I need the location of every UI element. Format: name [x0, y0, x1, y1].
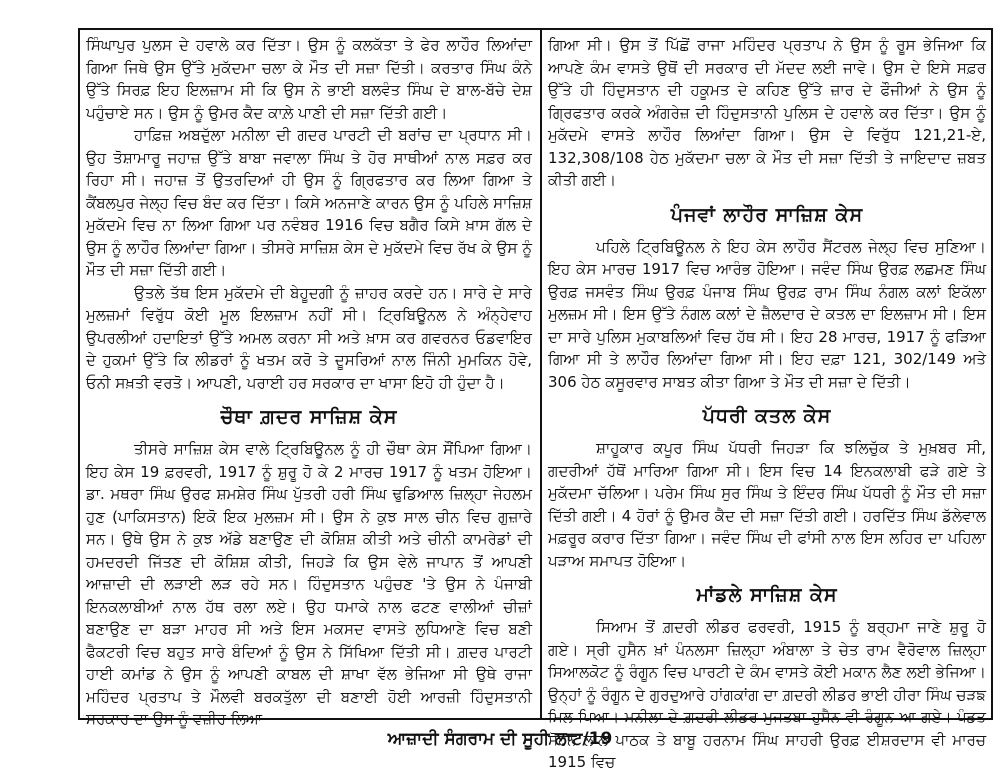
section-heading-fourth-case: ਚੌਥਾ ਗ਼ਦਰ ਸਾਜ਼ਿਸ਼ ਕੇਸ: [220, 406, 398, 428]
right-column: [548, 34, 986, 771]
paragraph: ਸ਼ਾਹੂਕਾਰ ਕਪੂਰ ਸਿੰਘ ਪੱਧਰੀ ਜਿਹੜਾ ਕਿ ਝਲਿਚੁੱਕ ਤੇ ਮੁਖ਼ਬਰ ਸੀ, ਗਦਰੀਆਂ ਹੱਥੋਂ ਮਾਰਿਆ ਗਿਆ ਸੀ। ਇਸ ਵਿਚ 14 ਇਨਕਲਾਬੀ ਫੜੇ ਗਏ ਤੇ ਮੁਕੱਦਮਾ ਚੱਲਿਆ। ਪਰੇਮ ਸਿੰਘ ਸੁਰ ਸਿੰਘ ਤੇ ਇੰਦਰ ਸਿੰਘ ਪੱਧਰੀ ਨੂੰ ਮੌਤ ਦੀ ਸਜ਼ਾ ਦਿੱਤੀ ਗਈ। 4 ਹੋਰਾਂ ਨੂੰ ਉਮਰ ਕੈਦ ਦੀ ਸਜ਼ਾ ਦਿੱਤੀ ਗਈ। ਹਰਦਿੱਤ ਸਿੰਘ ਡੱਲੇਵਾਲ ਮਫ਼ਰੂਰ ਕਰਾਰ ਦਿੱਤਾ ਗਿਆ। ਜਵੰਦ ਸਿੰਘ ਦੀ ਫਾਂਸੀ ਨਾਲ ਇਸ ਲਹਿਰ ਦਾ ਪਹਿਲਾ ਪੜਾਅ ਸਮਾਪਤ ਹੋਇਆ।: [548, 439, 986, 570]
section-heading-fifth-case: ਪੰਜਵਾਂ ਲਾਹੌਰ ਸਾਜ਼ਿਸ਼ ਕੇਸ: [670, 203, 864, 226]
paragraph: ਤੀਸਰੇ ਸਾਜ਼ਿਸ਼ ਕੇਸ ਵਾਲੇ ਟ੍ਰਿਬਿਊਨਲ ਨੂੰ ਹੀ ਚੌਥਾ ਕੇਸ ਸੌਂਪਿਆ ਗਿਆ। ਇਹ ਕੇਸ 19 ਫ਼ਰਵਰੀ, 1917 ਨੂੰ ਸ਼ੁਰੂ ਹੋ ਕੇ 2 ਮਾਰਚ 1917 ਨੂੰ ਖਤਮ ਹੋਇਆ। ਡਾ. ਮਥਰਾ ਸਿੰਘ ਉਰਫ ਸ਼ਮਸ਼ੇਰ ਸਿੰਘ ਪੁੱਤਰੀ ਹਰੀ ਸਿੰਘ ਢੁਡਿਆਲ ਜ਼ਿਲ੍ਹਾ ਜੇਹਲਮ ਹੁਣ (ਪਾਕਿਸਤਾਨ) ਇਕੋ ਇਕ ਮੁਲਜ਼ਮ ਸੀ। ਉਸ ਨੇ ਕੁਝ ਸਾਲ ਚੀਨ ਵਿਚ ਗੁਜ਼ਾਰੇ ਸਨ। ਉਥੇ ਉਸ ਨੇ ਕੁਝ ਅੱਡੇ ਬਣਾਉਣ ਦੀ ਕੋਸ਼ਿਸ਼ ਕੀਤੀ ਅਤੇ ਚੀਨੀ ਕਾਮਰੇਡਾਂ ਦੀ ਹਮਦਰਦੀ ਜਿੱਤਣ ਦੀ ਕੋਸ਼ਿਸ਼ ਕੀਤੀ, ਜਿਹੜੇ ਕਿ ਉਸ ਵੇਲੇ ਜਾਪਾਨ ਤੋਂ ਆਪਣੀ ਆਜ਼ਾਦੀ ਦੀ ਲੜਾਈ ਲੜ ਰਹੇ ਸਨ। ਹਿੰਦੁਸਤਾਨ ਪਹੁੰਚਣ 'ਤੇ ਉਸ ਨੇ ਪੰਜਾਬੀ ਇਨਕਲਾਬੀਆਂ ਨਾਲ ਹੱਥ ਰਲਾ ਲਏ। ਉਹ ਧਮਾਕੇ ਨਾਲ ਫਟਣ ਵਾਲੀਆਂ ਚੀਜ਼ਾਂ ਬਣਾਉਣ ਦਾ ਬੜਾ ਮਾਹਰ ਸੀ ਅਤੇ ਇਸ ਮਕਸਦ ਵਾਸਤੇ ਲੁਧਿਆਣੇ ਵਿਚ ਬਣੀ ਫੈਕਟਰੀ ਵਿਚ ਬਹੁਤ ਸਾਰੇ ਬੰਦਿਆਂ ਨੂੰ ਉਸ ਨੇ ਸਿੱਖਿਆ ਦਿੱਤੀ ਸੀ। ਗ਼ਦਰ ਪਾਰਟੀ ਹਾਈ ਕਮਾਂਡ ਨੇ ਉਸ ਨੂੰ ਆਪਣੀ ਕਾਬਲ ਦੀ ਸ਼ਾਖਾ ਵੱਲ ਭੇਜਿਆ ਸੀ ਉਥੇ ਰਾਜਾ ਮਹਿੰਦਰ ਪ੍ਰਤਾਪ ਤੇ ਮੌਲਵੀ ਬਰਕਤੁੱਲਾ ਦੀ ਬਣਾਈ ਹੋਈ ਆਰਜ਼ੀ ਹਿੰਦੁਸਤਾਨੀ ਸਰਕਾਰ ਦਾ ਉਸ ਨੂੰ ਵਜ਼ੀਰ ਲਿਆ: [86, 440, 532, 728]
paragraph: ਉਤਲੇ ਤੱਥ ਇਸ ਮੁਕੱਦਮੇ ਦੀ ਬੇਹੂਦਗੀ ਨੂੰ ਜ਼ਾਹਰ ਕਰਦੇ ਹਨ। ਸਾਰੇ ਦੇ ਸਾਰੇ ਮੁਲਜ਼ਮਾਂ ਵਿਰੁੱਧ ਕੋਈ ਮੂਲ ਇਲਜ਼ਾਮ ਨਹੀਂ ਸੀ। ਟ੍ਰਿਬਿਊਨਲ ਨੇ ਅੰਨ੍ਹੇਵਾਹ ਉਪਰਲੀਆਂ ਹਦਾਇਤਾਂ ਉੱਤੇ ਅਮਲ ਕਰਨਾ ਸੀ ਅਤੇ ਖ਼ਾਸ ਕਰ ਗਵਰਨਰ ਓਡਵਾਇਰ ਦੇ ਹੁਕਮਾਂ ਉੱਤੇ ਕਿ ਲੀਡਰਾਂ ਨੂੰ ਖਤਮ ਕਰੋ ਤੇ ਦੂਸਰਿਆਂ ਨਾਲ ਜਿੰਨੀ ਮੁਮਕਿਨ ਹੋਵੇ, ਓਨੀ ਸਖ਼ਤੀ ਵਰਤੋ। ਆਪਣੀ, ਪਰਾਈ ਹਰ ਸਰਕਾਰ ਦਾ ਖਾਸਾ ਇਹੋ ਹੀ ਹੁੰਦਾ ਹੈ।: [86, 283, 532, 392]
paragraph: ਗਿਆ ਸੀ। ਉਸ ਤੋਂ ਪਿੱਛੋਂ ਰਾਜਾ ਮਹਿੰਦਰ ਪ੍ਰਤਾਪ ਨੇ ਉਸ ਨੂੰ ਰੂਸ ਭੇਜਿਆ ਕਿ ਆਪਣੇ ਕੰਮ ਵਾਸਤੇ ਉਥੋਂ ਦੀ ਸਰਕਾਰ ਦੀ ਮੱਦਦ ਲਈ ਜਾਵੇ। ਉਸ ਦੇ ਇਸੇ ਸਫ਼ਰ ਉੱਤੇ ਹੀ ਹਿੰਦੁਸਤਾਨ ਦੀ ਹਕੂਮਤ ਦੇ ਕਹਿਣ ਉੱਤੇ ਜ਼ਾਰ ਦੇ ਫੌਜੀਆਂ ਨੇ ਉਸ ਨੂੰ ਗ੍ਰਿਫਤਾਰ ਕਰਕੇ ਅੰਗਰੇਜ਼ ਦੀ ਹਿੰਦੁਸਤਾਨੀ ਪੁਲਿਸ ਦੇ ਹਵਾਲੇ ਕਰ ਦਿੱਤਾ। ਉਸ ਨੂੰ ਮੁਕੱਦਮੇ ਵਾਸਤੇ ਲਾਹੌਰ ਲਿਆਂਦਾ ਗਿਆ। ਉਸ ਦੇ ਵਿਰੁੱਧ 121,21-ਏ, 132,308/108 ਹੇਠ ਮੁਕੱਦਮਾ ਚਲਾ ਕੇ ਮੌਤ ਦੀ ਸਜ਼ਾ ਦਿੱਤੀ ਤੇ ਜਾਇਦਾਦ ਜ਼ਬਤ ਕੀਤੀ ਗਈ।: [548, 36, 986, 189]
paragraph: ਪਹਿਲੇ ਟ੍ਰਿਬਿਊਨਲ ਨੇ ਇਹ ਕੇਸ ਲਾਹੌਰ ਸੈਂਟਰਲ ਜੇਲ੍ਹ ਵਿਚ ਸੁਣਿਆ। ਇਹ ਕੇਸ ਮਾਰਚ 1917 ਵਿਚ ਆਰੰਭ ਹੋਇਆ। ਜਵੰਦ ਸਿੰਘ ਉਰਫ਼ ਲਛਮਣ ਸਿੰਘ ਉਰਫ਼ ਜਸਵੰਤ ਸਿੰਘ ਉਰਫ਼ ਪੰਜਾਬ ਸਿੰਘ ਉਰਫ਼ ਰਾਮ ਸਿੰਘ ਨੰਗਲ ਕਲਾਂ ਇਕੱਲਾ ਮੁਲਜ਼ਮ ਸੀ। ਇਸ ਉੱਤੇ ਨੰਗਲ ਕਲਾਂ ਦੇ ਜ਼ੈਲਦਾਰ ਦੇ ਕਤਲ ਦਾ ਇਲਜ਼ਾਮ ਸੀ। ਇਸ ਦਾ ਸਾਰੇ ਪੁਲਿਸ ਮੁਕਾਬਲਿਆਂ ਵਿਚ ਹੱਥ ਸੀ। ਇਹ 28 ਮਾਰਚ, 1917 ਨੂੰ ਫੜਿਆ ਗਿਆ ਸੀ ਤੇ ਲਾਹੌਰ ਲਿਆਂਦਾ ਗਿਆ ਸੀ। ਇਹ ਦਫ਼ਾ 121, 302/149 ਅਤੇ 306 ਹੇਠ ਕਸੂਰਵਾਰ ਸਾਬਤ ਕੀਤਾ ਗਿਆ ਤੇ ਮੌਤ ਦੀ ਸਜ਼ਾ ਦੇ ਦਿੱਤੀ।: [548, 237, 986, 391]
paragraph: ਸਿਆਮ ਤੋਂ ਗ਼ਦਰੀ ਲੀਡਰ ਫਰਵਰੀ, 1915 ਨੂੰ ਬਰ੍ਹਮਾ ਜਾਣੇ ਸ਼ੁਰੂ ਹੋ ਗਏ। ਸ੍ਰੀ ਹੁਸੈਨ ਖ਼ਾਂ ਪੰਨਲਸਾ ਜ਼ਿਲ੍ਹਾ ਅੰਬਾਲਾ ਤੇ ਚੇਤ ਰਾਮ ਵੈਰੋਵਾਲ ਜ਼ਿਲ੍ਹਾ ਸਿਆਲਕੋਟ ਨੂੰ ਰੰਗੂਨ ਵਿਚ ਪਾਰਟੀ ਦੇ ਕੰਮ ਵਾਸਤੇ ਕੋਈ ਮਕਾਨ ਲੈਣ ਲਈ ਭੇਜਿਆ। ਉਨ੍ਹਾਂ ਨੂੰ ਰੰਗੂਨ ਦੇ ਗੁਰਦੁਆਰੇ ਹਾਂਗਕਾਂਗ ਦਾ ਗ਼ਦਰੀ ਲੀਡਰ ਭਾਈ ਹੀਰਾ ਸਿੰਘ ਚੜਙ ਮਿਲ ਪਿਆ। ਮਨੀਲਾ ਦੇ ਗ਼ਦਰੀ ਲੀਡਰ ਮੁਜਤਬਾ ਹੁਸੈਨ ਵੀ ਰੰਗੂਨ ਆ ਗਏ। ਪੰਡਤ ਸੋਹਨ ਲਾਲ ਪਾਠਕ ਤੇ ਬਾਬੂ ਹਰਨਾਮ ਸਿੰਘ ਸਾਹਰੀ ਉਰਫ਼ ਈਸ਼ਰਦਾਸ ਵੀ ਮਾਰਚ 1915 ਵਿਚ: [548, 618, 986, 771]
section-heading-mandle-case: ਮਾਂਡਲੇ ਸਾਜ਼ਿਸ਼ ਕੇਸ: [696, 584, 838, 606]
page-footer: ਆਜ਼ਾਦੀ ਸੰਗਰਾਮ ਦੀ ਸੂਹੀ ਲਾਟ/19: [387, 729, 613, 749]
section-heading-padhri-case: ਪੱਧਰੀ ਕਤਲ ਕੇਸ: [702, 405, 832, 427]
column-divider: [540, 28, 542, 720]
left-column: [86, 34, 532, 728]
paragraph: ਹਾਫ਼ਿਜ਼ ਅਬਦੁੱਲਾ ਮਨੀਲਾ ਦੀ ਗਦਰ ਪਾਰਟੀ ਦੀ ਬਰਾਂਚ ਦਾ ਪ੍ਰਧਾਨ ਸੀ। ਉਹ ਤੋਸ਼ਾਮਾਰੂ ਜਹਾਜ਼ ਉੱਤੇ ਬਾਬਾ ਜਵਾਲਾ ਸਿੰਘ ਤੇ ਹੋਰ ਸਾਥੀਆਂ ਨਾਲ ਸਫ਼ਰ ਕਰ ਰਿਹਾ ਸੀ। ਜਹਾਜ਼ ਤੋਂ ਉਤਰਦਿਆਂ ਹੀ ਉਸ ਨੂੰ ਗ੍ਰਿਫਤਾਰ ਕਰ ਲਿਆ ਗਿਆ ਤੇ ਕੈਂਬਲਪੁਰ ਜੇਲ੍ਹ ਵਿਚ ਬੰਦ ਕਰ ਦਿੱਤਾ। ਕਿਸੇ ਅਨਜਾਣੇ ਕਾਰਨ ਉਸ ਨੂੰ ਪਹਿਲੇ ਸਾਜ਼ਿਸ਼ ਮੁਕੱਦਮੇ ਵਿਚ ਨਾ ਲਿਆ ਗਿਆ ਪਰ ਨਵੰਬਰ 1916 ਵਿਚ ਬਗੈਰ ਕਿਸੇ ਖ਼ਾਸ ਗੱਲ ਦੇ ਉਸ ਨੂੰ ਲਾਹੌਰ ਲਿਆਂਦਾ ਗਿਆ। ਤੀਸਰੇ ਸਾਜ਼ਿਸ਼ ਕੇਸ ਦੇ ਮੁਕੱਦਮੇ ਵਿਚ ਰੱਖ ਕੇ ਉਸ ਨੂੰ ਮੌਤ ਦੀ ਸਜ਼ਾ ਦਿੱਤੀ ਗਈ।: [86, 126, 532, 279]
paragraph: ਸਿੰਘਾਪੁਰ ਪੁਲਸ ਦੇ ਹਵਾਲੇ ਕਰ ਦਿੱਤਾ। ਉਸ ਨੂੰ ਕਲਕੱਤਾ ਤੇ ਫੇਰ ਲਾਹੌਰ ਲਿਆਂਦਾ ਗਿਆ ਜਿਥੇ ਉਸ ਉੱਤੇ ਮੁਕੱਦਮਾ ਚਲਾ ਕੇ ਮੌਤ ਦੀ ਸਜ਼ਾ ਦਿੱਤੀ। ਕਰਤਾਰ ਸਿੰਘ ਕੰਨੇ ਉੱਤੇ ਸਿਰਫ਼ ਇਹ ਇਲਜ਼ਾਮ ਸੀ ਕਿ ਉਸ ਨੇ ਭਾਈ ਬਲਵੰਤ ਸਿੰਘ ਦੇ ਬਾਲ-ਬੱਚੇ ਦੇਸ਼ ਪਹੁੰਚਾਏ ਸਨ। ਉਸ ਨੂੰ ਉਮਰ ਕੈਦ ਕਾਲ਼ੇ ਪਾਣੀ ਦੀ ਸਜ਼ਾ ਦਿੱਤੀ ਗਈ।: [86, 36, 532, 122]
